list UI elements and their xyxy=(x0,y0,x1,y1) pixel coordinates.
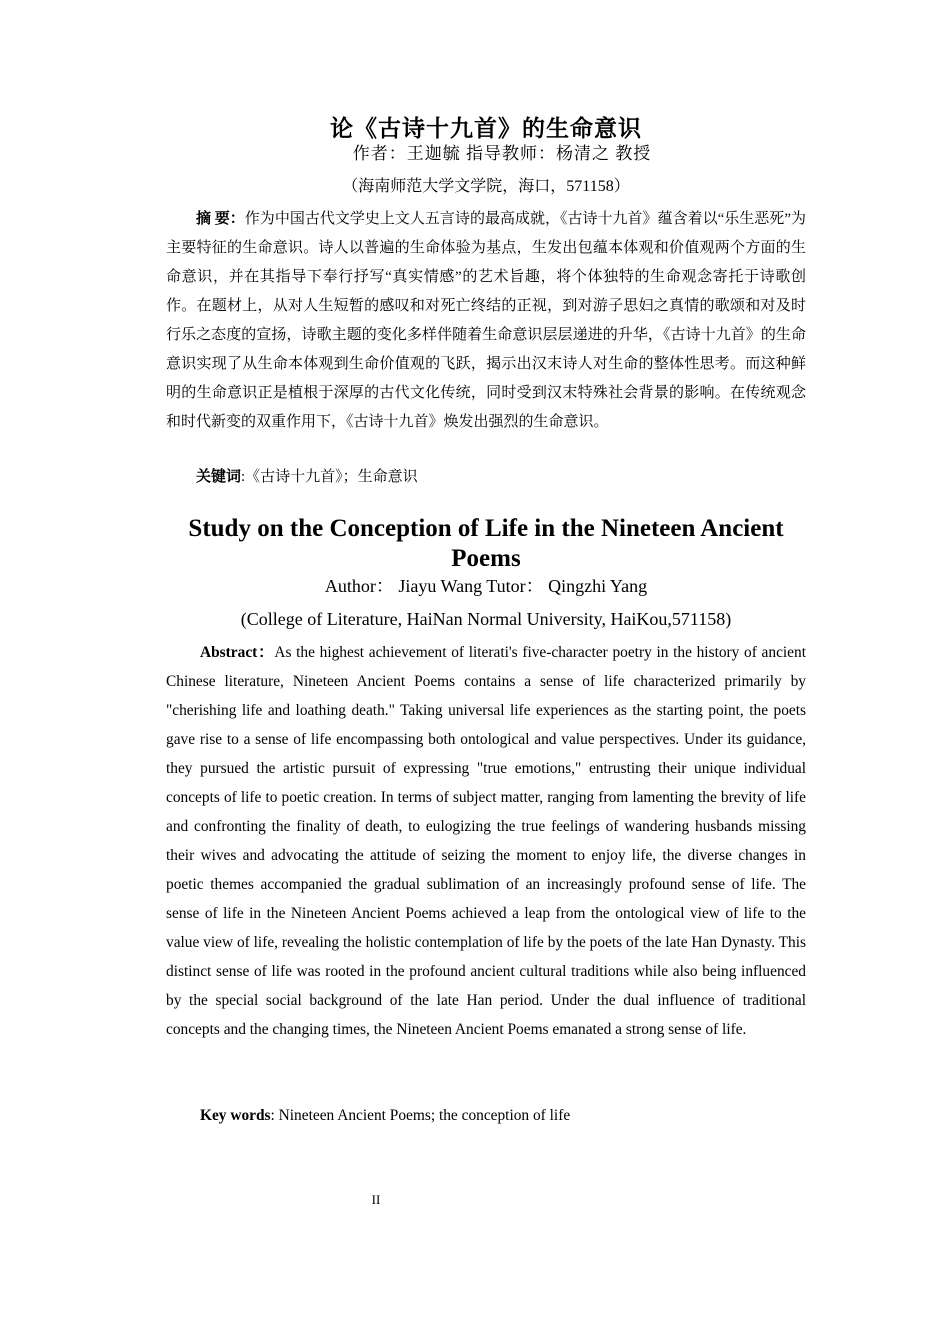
chinese-author-line: 作者：王迦毓 指导教师：杨清之 教授 xyxy=(352,144,652,163)
english-keywords xyxy=(166,1101,806,1130)
english-abstract-text: As the highest achievement of literati's five-character poetry in the history of ancient Chinese literature, Nineteen Ancient Poems contains a sense of life characterized primarily by "cherishing life and loathing death." Taking universal life experiences as the starting point, the poets gave rise to a sense of life encompassing both ontological and value perspectives. Under its guidance, they pursued the artistic pursuit of expressing "true emotions," entrusting their unique individual concepts of life to poetic creation. In terms of subject matter, ranging from lamenting the brevity of life and confronting the finality of death, to eulogizing the true feelings of wandering husbands missing their wives and advocating the attitude of seizing the moment to enjoy life, the diverse changes in poetic themes accompanied the gradual sublimation of an increasingly profound sense of life. The sense of life in the Nineteen Ancient Poems achieved a leap from the ontological view of life to the value view of life, revealing the holistic contemplation of life by the poets of the late Han Dynasty. This distinct sense of life was rooted in the profound ancient cultural traditions while also being influenced by the special social background of the late Han period. Under the dual influence of traditional concepts and the changing times, the Nineteen Ancient Poems emanated a strong sense of life. xyxy=(166,644,806,1038)
chinese-keywords-text: :《古诗十九首》；生命意识 xyxy=(241,469,418,485)
english-keywords-label: Key words xyxy=(200,1107,271,1124)
chinese-title: 论《古诗十九首》的生命意识 xyxy=(330,116,642,141)
english-abstract-label: Abstract： xyxy=(200,644,275,661)
chinese-keywords-label: 关键词 xyxy=(196,469,242,485)
page-number: II xyxy=(371,1192,381,1207)
chinese-affiliation: （海南师范大学文学院，海口，571158） xyxy=(342,178,630,195)
english-abstract xyxy=(166,638,806,1044)
english-author-line: Author： Jiayu Wang Tutor： Qingzhi Yang xyxy=(324,576,648,596)
chinese-abstract-label: 摘 要： xyxy=(196,211,245,227)
chinese-abstract xyxy=(166,205,806,437)
english-affiliation: (College of Literature, HaiNan Normal University, HaiKou,571158) xyxy=(240,609,732,629)
chinese-keywords xyxy=(166,463,806,492)
english-keywords-text: : Nineteen Ancient Poems; the conception of life xyxy=(270,1107,571,1124)
chinese-abstract-text: 作为中国古代文学史上文人五言诗的最高成就，《古诗十九首》蕴含着以“乐生恶死”为主要特征的生命意识。诗人以普遍的生命体验为基点，生发出包蕴本体观和价值观两个方面的生命意识，并在其指导下奉行抒写“真实情感”的艺术旨趣，将个体独特的生命观念寄托于诗歌创作。在题材上，从对人生短暂的感叹和对死亡终结的正视，到对游子思妇之真情的歌颂和对及时行乐之态度的宣扬，诗歌主题的变化多样伴随着生命意识层层递进的升华，《古诗十九首》的生命意识实现了从生命本体观到生命价值观的飞跃，揭示出汉末诗人对生命的整体性思考。而这种鲜明的生命意识正是植根于深厚的古代文化传统，同时受到汉末特殊社会背景的影响。在传统观念和时代新变的双重作用下，《古诗十九首》焕发出强烈的生命意识。 xyxy=(166,211,806,430)
english-title: Study on the Conception of Life in the Nineteen Ancient Poems xyxy=(188,515,784,572)
